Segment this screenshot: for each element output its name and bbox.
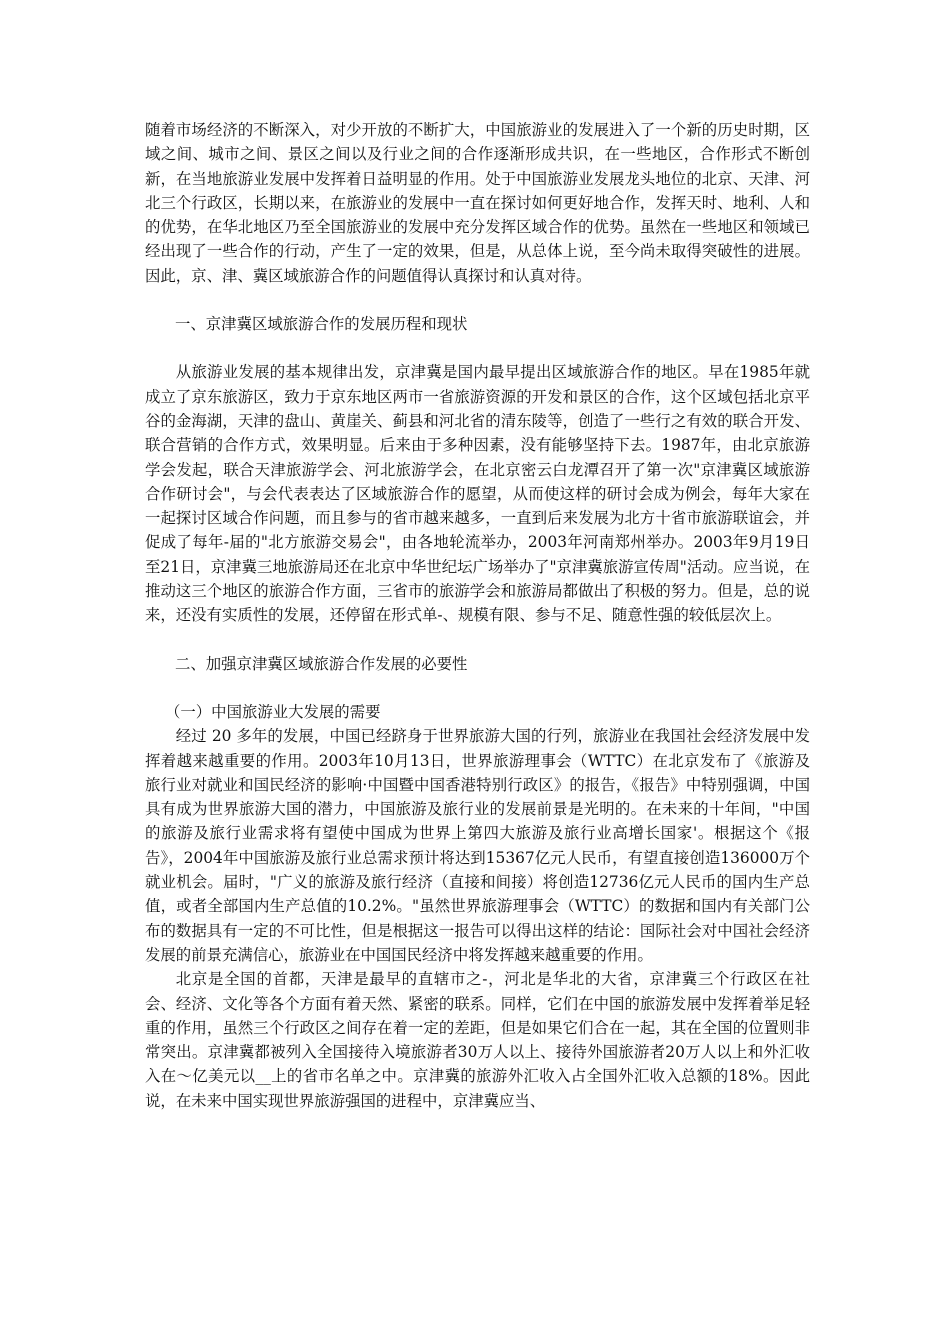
spacer bbox=[145, 336, 810, 360]
spacer bbox=[145, 676, 810, 700]
section2-paragraph-2: 北京是全国的首都，天津是最早的直辖市之-，河北是华北的大省，京津冀三个行政区在社会、经济、文化等各个方面有着天然、紧密的联系。同样，它们在中国的旅游发展中发挥着举足轻重的作用，虽然三个行政区之间存在着一定的差距，但是如果它们合在一起，其在全国的位置则非常突出。京津冀都被列入全国接待入境旅游者30万人以上、接待外国旅游者20万人以上和外汇收入在～亿美元以__上的省市名单之中。京津冀的旅游外汇收入占全国外汇收入总额的18%。因此说，在未来中国实现世界旅游强国的进程中，京津冀应当、 bbox=[145, 970, 810, 1110]
spacer bbox=[145, 288, 810, 312]
document-page bbox=[145, 118, 810, 1113]
intro-paragraph: 随着市场经济的不断深入，对少开放的不断扩大，中国旅游业的发展进入了一个新的历史时期，区域之间、城市之间、景区之间以及行业之间的合作逐渐形成共识，在一些地区，合作形式不断创新，在当地旅游业发展中发挥着日益明显的作用。处于中国旅游业发展龙头地位的北京、天津、河北三个行政区，长期以来，在旅游业的发展中一直在探讨如何更好地合作，发挥天时、地利、人和的优势，在华北地区乃至全国旅游业的发展中充分发挥区域合作的优势。虽然在一些地区和领域已经出现了一些合作的行动，产生了一定的效果，但是，从总体上说，至今尚未取得突破性的进展。因此，京、津、冀区域旅游合作的问题值得认真探讨和认真对待。 bbox=[145, 121, 810, 285]
section2-paragraph-1: 经过 20 多年的发展，中国已经跻身于世界旅游大国的行列，旅游业在我国社会经济发展中发挥着越来越重要的作用。2003年10月13日，世界旅游理事会（WTTC）在北京发布了《旅游及旅行业对就业和国民经济的影响·中国暨中国香港特别行政区》的报告，《报告》中特别强调，中国具有成为世界旅游大国的潜力，中国旅游及旅行业的发展前景是光明的。在未来的十年间，"中国的旅游及旅行业需求将有望使中国成为世界上第四大旅游及旅行业高增长国家'。根据这个《报告》，2004年中国旅游及旅行业总需求预计将达到15367亿元人民币，有望直接创造136000万个就业机会。届时，"广义的旅游及旅行经济（直接和间接）将创造12736亿元人民币的国内生产总值，或者全部国内生产总值的10.2%。"虽然世界旅游理事会（WTTC）的数据和国内有关部门公布的数据具有一定的不可比性，但是根据这一报告可以得出这样的结论：国际社会对中国社会经济发展的前景充满信心，旅游业在中国国民经济中将发挥越来越重要的作用。 bbox=[145, 727, 810, 964]
subsection-heading: （一）中国旅游业大发展的需要 bbox=[165, 702, 381, 721]
spacer bbox=[145, 628, 810, 652]
section-heading-2: 二、加强京津冀区域旅游合作发展的必要性 bbox=[175, 654, 468, 673]
section-heading-1: 一、京津冀区域旅游合作的发展历程和现状 bbox=[175, 315, 468, 334]
section1-paragraph: 从旅游业发展的基本规律出发，京津冀是国内最早提出区域旅游合作的地区。早在1985年就成立了京东旅游区，致力于京东地区两市一省旅游资源的开发和景区的合作，这个区域包括北京平谷的金海湖，天津的盘山、黄崖关、蓟县和河北省的清东陵等，创造了一些行之有效的联合开发、联合营销的合作方式，效果明显。后来由于多种因素，没有能够坚持下去。1987年，由北京旅游学会发起，联合天津旅游学会、河北旅游学会，在北京密云白龙潭召开了第一次"京津冀区域旅游合作研讨会"，与会代表表达了区域旅游合作的愿望，从而使这样的研讨会成为例会，每年大家在一起探讨区域合作问题，而且参与的省市越来越多，一直到后来发展为北方十省市旅游联谊会，并促成了每年-届的"北方旅游交易会"，由各地轮流举办，2003年河南郑州举办。2003年9月19日至21日，京津冀三地旅游局还在北京中华世纪坛广场举办了"京津冀旅游宣传周"活动。应当说，在推动这三个地区的旅游合作方面，三省市的旅游学会和旅游局都做出了积极的努力。但是，总的说来，还没有实质性的发展，还停留在形式单-、规模有限、参与不足、随意性强的较低层次上。 bbox=[145, 363, 810, 625]
